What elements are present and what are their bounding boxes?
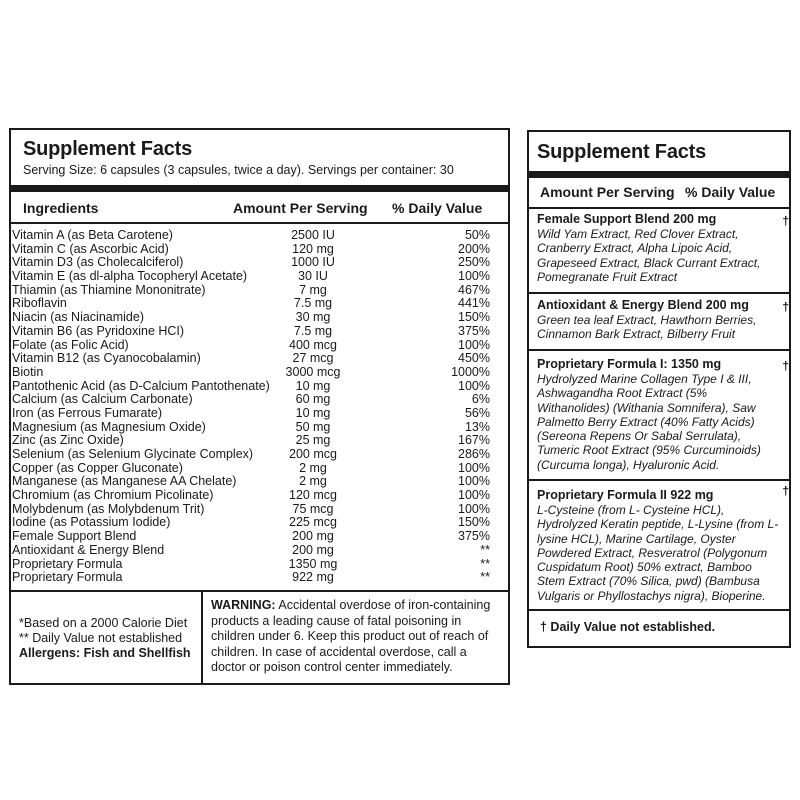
ingredient-name: Vitamin B6 (as Pyridoxine HCI) <box>12 323 185 338</box>
table-row <box>12 284 490 298</box>
ingredient-daily-value: 50% <box>464 228 490 242</box>
table-row <box>12 448 490 462</box>
ingredient-amount: 2 mg <box>299 474 327 489</box>
footer-divider <box>10 590 509 592</box>
table-row <box>12 325 490 339</box>
ingredient-daily-value: 200% <box>458 241 490 256</box>
ingredient-name: Vitamin A (as Beta Carotene) <box>12 228 173 242</box>
ingredient-amount: 225 mcg <box>289 515 337 530</box>
ingredient-amount: 120 mg <box>292 241 334 256</box>
column-header-ingredients: Ingredients <box>23 200 99 216</box>
ingredient-amount: 400 mcg <box>289 337 337 352</box>
note-calorie: *Based on a 2000 Calorie Diet <box>19 616 188 630</box>
blend-ingredients: Hydrolyzed Marine Collagen Type I & III, Ashwagandha Root Extract (5% Withanolides) (Withania Somnifera), Saw Palmetto Berry Extract (40% Fatty Acids) (Sereona Repens Or Sabal Serrulata), Tumeric Root Extract (95% Curcuminoids) (Curcuma longa), Hyaluronic Acid. <box>537 372 761 472</box>
note-daily-value: ** Daily Value not established <box>19 631 183 645</box>
dagger-footnote: † Daily Value not established. <box>540 620 716 634</box>
table-row <box>12 297 490 311</box>
ingredient-name: Biotin <box>12 364 44 379</box>
blend-divider <box>528 349 790 351</box>
ingredient-daily-value: 56% <box>464 405 490 420</box>
ingredient-name: Vitamin D3 (as Cholecalciferol) <box>12 255 184 270</box>
blend-name: Proprietary Formula I: 1350 mg <box>537 357 722 371</box>
ingredient-daily-value: 450% <box>458 351 490 366</box>
ingredient-daily-value: 250% <box>458 255 490 270</box>
ingredient-daily-value: 100% <box>458 474 490 489</box>
ingredient-daily-value: ** <box>480 542 490 557</box>
ingredient-daily-value: 150% <box>458 310 490 325</box>
ingredient-amount: 200 mcg <box>289 447 337 461</box>
ingredient-amount: 120 mcg <box>289 488 337 503</box>
blend-proprietary-formula-2 <box>537 488 783 603</box>
ingredient-name: Antioxidant & Energy Blend <box>12 542 165 557</box>
ingredient-amount: 10 mg <box>295 378 331 393</box>
ingredient-amount: 60 mg <box>295 392 331 407</box>
ingredient-name: Vitamin E (as dl-alpha Tocopheryl Acetate) <box>12 269 248 284</box>
ingredient-amount: 200 mg <box>292 542 334 557</box>
ingredient-name: Calcium (as Calcium Carbonate) <box>12 392 193 407</box>
ingredient-daily-value: 100% <box>458 488 490 503</box>
ingredient-amount: 200 mg <box>292 529 334 544</box>
ingredients-table <box>12 229 490 585</box>
ingredient-daily-value: 467% <box>458 282 490 297</box>
table-row <box>12 558 490 572</box>
blend-divider <box>528 292 790 294</box>
footnote-divider <box>528 609 790 611</box>
ingredient-daily-value: 100% <box>458 337 490 352</box>
ingredient-daily-value: 13% <box>464 419 490 434</box>
ingredient-name: Riboflavin <box>12 296 67 311</box>
ingredient-name: Thiamin (as Thiamine Mononitrate) <box>12 282 206 297</box>
table-row <box>12 393 490 407</box>
panel-title-right: Supplement Facts <box>537 141 707 163</box>
ingredient-amount: 27 mcg <box>292 351 334 366</box>
table-row <box>12 380 490 394</box>
ingredient-amount: 1350 mg <box>288 556 338 571</box>
ingredient-name: Copper (as Copper Gluconate) <box>12 460 183 475</box>
dagger-mark: † <box>782 300 789 314</box>
ingredient-daily-value: 100% <box>458 378 490 393</box>
ingredient-name: Selenium (as Selenium Glycinate Complex) <box>12 447 254 461</box>
ingredient-daily-value: 441% <box>458 296 490 311</box>
blend-female-support <box>537 212 783 284</box>
ingredient-daily-value: 150% <box>458 515 490 530</box>
ingredient-amount: 7.5 mg <box>293 323 333 338</box>
panel-title: Supplement Facts <box>23 138 193 160</box>
ingredient-name: Pantothenic Acid (as D-Calcium Pantothenate) <box>12 378 270 393</box>
ingredient-name: Niacin (as Niacinamide) <box>12 310 144 325</box>
ingredient-daily-value: 1000% <box>451 364 490 379</box>
column-header-daily-value: % Daily Value <box>392 200 483 216</box>
ingredient-name: Chromium (as Chromium Picolinate) <box>12 488 214 503</box>
table-row <box>12 229 490 243</box>
ingredient-name: Vitamin C (as Ascorbic Acid) <box>12 241 169 256</box>
ingredient-name: Iodine (as Potassium Iodide) <box>12 515 171 530</box>
table-row <box>12 270 490 284</box>
column-header-amount: Amount Per Serving <box>233 200 368 216</box>
thick-divider <box>10 185 509 192</box>
blend-divider <box>528 479 790 481</box>
ingredient-daily-value: 100% <box>458 269 490 284</box>
ingredient-amount: 75 mcg <box>292 501 334 516</box>
table-row <box>12 352 490 366</box>
dagger-mark: † <box>782 484 789 498</box>
thick-divider-right <box>528 171 790 178</box>
header-divider <box>10 222 509 224</box>
dagger-mark: † <box>782 359 789 373</box>
footer-column-divider <box>201 591 203 685</box>
ingredient-name: Vitamin B12 (as Cyanocobalamin) <box>12 351 201 366</box>
blend-name: Proprietary Formula II 922 mg <box>537 488 714 502</box>
table-row <box>12 407 490 421</box>
blend-proprietary-formula-1 <box>537 357 783 472</box>
footnotes <box>19 616 197 661</box>
table-row <box>12 489 490 503</box>
ingredient-name: Molybdenum (as Molybdenum Trit) <box>12 501 205 516</box>
ingredient-daily-value: 375% <box>458 323 490 338</box>
table-row <box>12 516 490 530</box>
warning-text: Accidental overdose of iron-containing products a leading cause of fatal poisoning in children under 6. Keep this product out of reach of children. In case of accidental overdose, call a doctor or poison control center immediately. <box>211 598 491 674</box>
ingredient-name: Proprietary Formula <box>12 556 123 571</box>
blend-ingredients: Green tea leaf Extract, Hawthorn Berries, Cinnamon Bark Extract, Bilberry Fruit <box>537 313 757 342</box>
ingredient-daily-value: 286% <box>458 447 490 461</box>
ingredient-daily-value: 6% <box>471 392 490 407</box>
blend-antioxidant-energy <box>537 298 783 342</box>
table-row <box>12 503 490 517</box>
ingredient-amount: 10 mg <box>295 405 331 420</box>
blend-ingredients: L-Cysteine (from L- Cysteine HCL), Hydrolyzed Keratin peptide, L-Lysine (from L-lysine HCL), Marine Cartilage, Oyster Powdered Extract, Resveratrol (Polygonum Cuspidatum Root) 50% extract, Bamboo Stem Extract (70% Silica, pwd) (Bambusa Vulgaris or Phyllostachys nigra), Bioperine. <box>537 503 779 603</box>
ingredient-amount: 25 mg <box>295 433 331 448</box>
table-row <box>12 421 490 435</box>
table-row <box>12 434 490 448</box>
ingredient-amount: 7 mg <box>299 282 327 297</box>
ingredient-daily-value: ** <box>480 556 490 571</box>
ingredient-name: Magnesium (as Magnesium Oxide) <box>12 419 206 434</box>
ingredient-name: Female Support Blend <box>12 529 137 544</box>
table-row <box>12 256 490 270</box>
blend-name: Antioxidant & Energy Blend 200 mg <box>537 298 749 312</box>
ingredient-amount: 30 IU <box>298 269 328 284</box>
table-row <box>12 339 490 353</box>
ingredient-amount: 30 mg <box>295 310 331 325</box>
ingredient-daily-value: 100% <box>458 460 490 475</box>
blend-ingredients: Wild Yam Extract, Red Clover Extract, Cranberry Extract, Alpha Lipoic Acid, Grapeseed Extract, Black Currant Extract, Pomegranate Fruit Extract <box>537 227 761 284</box>
column-header-daily-value-right: % Daily Value <box>685 184 776 200</box>
table-row <box>12 571 490 585</box>
dagger-mark: † <box>782 214 789 228</box>
table-row <box>12 366 490 380</box>
table-row <box>12 243 490 257</box>
ingredient-amount: 7.5 mg <box>293 296 333 311</box>
ingredient-daily-value: 167% <box>458 433 490 448</box>
ingredient-amount: 2 mg <box>299 460 327 475</box>
table-row <box>12 530 490 544</box>
ingredient-name: Proprietary Formula <box>12 570 123 585</box>
ingredient-amount: 50 mg <box>295 419 331 434</box>
serving-info: Serving Size: 6 capsules (3 capsules, twice a day). Servings per container: 30 <box>23 163 454 177</box>
ingredient-amount: 3000 mcg <box>285 364 341 379</box>
ingredient-amount: 1000 IU <box>291 255 335 270</box>
ingredient-daily-value: ** <box>480 570 490 585</box>
ingredient-amount: 2500 IU <box>291 228 335 242</box>
warning-label: WARNING: <box>211 598 276 612</box>
allergens-statement: Allergens: Fish and Shellfish <box>19 646 191 660</box>
table-row <box>12 462 490 476</box>
ingredient-daily-value: 100% <box>458 501 490 516</box>
ingredient-amount: 922 mg <box>292 570 334 585</box>
iron-warning <box>211 598 503 676</box>
header-divider-right <box>528 207 790 209</box>
table-row <box>12 311 490 325</box>
ingredient-name: Manganese (as Manganese AA Chelate) <box>12 474 237 489</box>
table-row <box>12 544 490 558</box>
ingredient-daily-value: 375% <box>458 529 490 544</box>
ingredient-name: Folate (as Folic Acid) <box>12 337 129 352</box>
blend-name: Female Support Blend 200 mg <box>537 212 717 226</box>
ingredient-name: Iron (as Ferrous Fumarate) <box>12 405 163 420</box>
column-header-amount-right: Amount Per Serving <box>540 184 675 200</box>
table-row <box>12 475 490 489</box>
ingredient-name: Zinc (as Zinc Oxide) <box>12 433 124 448</box>
